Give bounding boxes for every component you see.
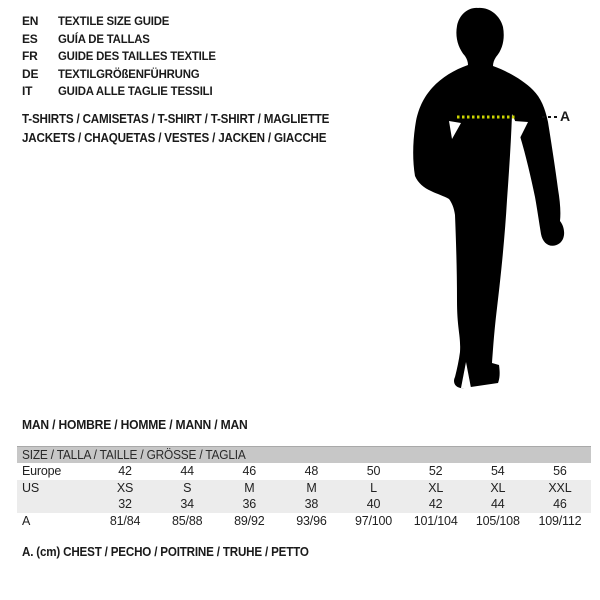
footnote-chest: A. (cm) CHEST / PECHO / POITRINE / TRUHE / PETTO bbox=[22, 545, 309, 559]
language-label: TEXTILE SIZE GUIDE bbox=[58, 14, 170, 28]
size-cell: 46 bbox=[242, 464, 257, 479]
language-row bbox=[22, 31, 224, 49]
language-code: IT bbox=[22, 84, 33, 98]
size-cell: 48 bbox=[304, 464, 319, 479]
size-cell: M bbox=[306, 480, 317, 495]
size-cell: XL bbox=[490, 480, 506, 495]
size-cell: XL bbox=[428, 480, 444, 495]
size-cell: S bbox=[183, 480, 192, 495]
man-silhouette bbox=[413, 8, 564, 388]
language-code: EN bbox=[22, 14, 39, 28]
size-table bbox=[17, 446, 591, 529]
row-label: US bbox=[22, 480, 39, 495]
language-code: FR bbox=[22, 49, 38, 63]
table-row bbox=[17, 480, 591, 497]
size-cell: 38 bbox=[304, 497, 319, 512]
language-row bbox=[22, 83, 224, 101]
size-cell: 85/88 bbox=[172, 513, 203, 528]
size-cell: 97/100 bbox=[355, 513, 393, 528]
language-label: GUIDA ALLE TAGLIE TESSILI bbox=[58, 84, 213, 98]
table-row bbox=[17, 463, 591, 480]
size-cell: 109/112 bbox=[538, 513, 582, 528]
size-table-grid bbox=[17, 463, 591, 529]
language-row bbox=[22, 66, 224, 84]
size-cell: 42 bbox=[428, 497, 443, 512]
size-table-body bbox=[17, 463, 591, 529]
size-cell: 93/96 bbox=[296, 513, 327, 528]
size-cell: M bbox=[244, 480, 255, 495]
language-code: DE bbox=[22, 66, 39, 81]
table-row bbox=[17, 513, 591, 530]
language-label: GUÍA DE TALLAS bbox=[58, 31, 150, 46]
size-cell: XS bbox=[116, 480, 134, 495]
size-cell: L bbox=[370, 480, 377, 495]
size-cell: 50 bbox=[366, 464, 381, 479]
size-cell: 40 bbox=[366, 497, 381, 512]
size-cell: 81/84 bbox=[109, 513, 141, 528]
row-label: Europe bbox=[22, 464, 62, 479]
category-heading bbox=[22, 110, 352, 148]
size-cell: 105/108 bbox=[475, 513, 520, 528]
size-cell: 54 bbox=[491, 464, 505, 479]
size-cell: 46 bbox=[553, 497, 567, 512]
language-list bbox=[22, 13, 224, 101]
row-label: A bbox=[22, 513, 31, 528]
size-cell: 101/104 bbox=[413, 513, 458, 528]
size-cell: 32 bbox=[118, 497, 132, 512]
size-cell: 89/92 bbox=[234, 513, 265, 528]
size-cell: 44 bbox=[491, 497, 505, 512]
size-cell: 52 bbox=[428, 464, 443, 479]
language-label: TEXTILGRÖßENFÜHRUNG bbox=[58, 66, 200, 81]
size-table-header bbox=[17, 446, 591, 463]
language-code: ES bbox=[22, 31, 38, 46]
language-row bbox=[22, 13, 224, 31]
size-table-header-label: SIZE / TALLA / TAILLE / GRÖSSE / TAGLIA bbox=[22, 448, 246, 462]
language-row bbox=[22, 48, 224, 66]
measure-label-a: A bbox=[560, 108, 571, 124]
category-line-tshirts: T-SHIRTS / CAMISETAS / T-SHIRT / T-SHIRT / MAGLIETTE bbox=[22, 112, 330, 126]
size-cell: 44 bbox=[180, 464, 194, 479]
size-cell: 42 bbox=[118, 464, 132, 479]
language-label: GUIDE DES TAILLES TEXTILE bbox=[58, 49, 216, 63]
size-cell: 56 bbox=[553, 464, 567, 479]
section-title-man: MAN / HOMBRE / HOMME / MANN / MAN bbox=[22, 417, 248, 432]
size-cell: 34 bbox=[180, 497, 194, 512]
category-line-jackets: JACKETS / CHAQUETAS / VESTES / JACKEN / GIACCHE bbox=[22, 131, 327, 145]
man-silhouette-figure bbox=[400, 0, 600, 400]
row-label bbox=[17, 496, 94, 513]
size-cell: XXL bbox=[548, 480, 572, 495]
size-cell: 36 bbox=[242, 497, 257, 512]
table-row bbox=[17, 496, 591, 513]
